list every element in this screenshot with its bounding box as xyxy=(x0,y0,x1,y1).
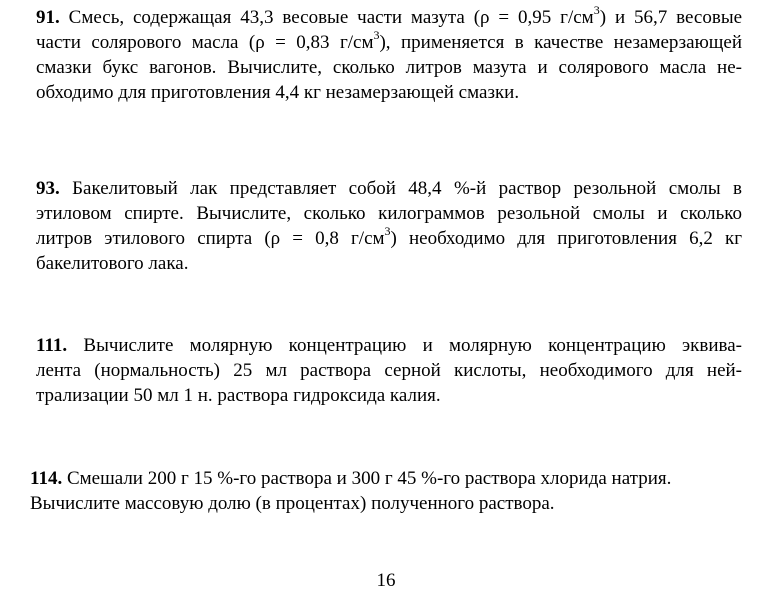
problem-line xyxy=(30,466,742,491)
problem-line xyxy=(36,80,742,105)
line-text: смазки букс вагонов. Вычислите, сколько литров мазута и солярового масла не- xyxy=(36,57,742,78)
problem-line xyxy=(36,333,742,358)
line-text: бакелитового лака. xyxy=(36,253,189,274)
line-text: трализации 50 мл 1 н. раствора гидроксида калия. xyxy=(36,385,441,406)
problem-number: 91. xyxy=(36,7,60,28)
problem-line xyxy=(36,55,742,80)
problem-number: 93. xyxy=(36,178,60,199)
problem-line xyxy=(36,251,742,276)
line-text: Бакелитовый лак представляет собой 48,4 %-й раствор резольной смолы в xyxy=(72,178,743,199)
line-text: ) и 56,7 весовые xyxy=(599,7,743,28)
superscript: 3 xyxy=(593,2,600,17)
problem-line xyxy=(30,491,742,516)
line-text: литров этилового спирта (ρ = 0,8 г/см xyxy=(36,228,385,249)
line-text: ) необходимо для приготовления 6,2 кг xyxy=(390,228,742,249)
line-text: обходимо для приготовления 4,4 кг незамерзающей смазки. xyxy=(36,82,520,103)
problem-line xyxy=(36,201,742,226)
problem-line xyxy=(36,2,743,30)
line-text: Смесь, содержащая 43,3 весовые части мазута (ρ = 0,95 г/см xyxy=(68,7,594,28)
problem-line xyxy=(36,358,742,383)
line-text: Смешали 200 г 15 %-го раствора и 300 г 45 %-го раствора хлорида натрия. xyxy=(66,468,672,489)
problem-93 xyxy=(36,176,742,276)
problem-number: 114. xyxy=(30,468,63,489)
problem-line xyxy=(36,176,742,201)
page-number: 16 xyxy=(376,570,396,591)
problem-line xyxy=(36,223,742,251)
superscript: 3 xyxy=(384,223,391,238)
problem-114 xyxy=(30,466,742,516)
line-text: ), применяется в качестве незамерзающей xyxy=(379,32,742,53)
line-text: Вычислите массовую долю (в процентах) полученного раствора. xyxy=(30,493,555,514)
problem-number: 111. xyxy=(36,335,68,356)
problem-91 xyxy=(36,2,743,105)
problem-line xyxy=(36,383,742,408)
line-text: части солярового масла (ρ = 0,83 г/см xyxy=(36,32,374,53)
line-text: лента (нормальность) 25 мл раствора серной кислоты, необходимого для ней- xyxy=(36,360,742,381)
superscript: 3 xyxy=(373,27,380,42)
line-text: Вычислите молярную концентрацию и молярную концентрацию эквива- xyxy=(83,335,742,356)
problem-111 xyxy=(36,333,742,408)
problem-line xyxy=(36,27,742,55)
line-text: этиловом спирте. Вычислите, сколько килограммов резольной смолы и сколько xyxy=(36,203,742,224)
